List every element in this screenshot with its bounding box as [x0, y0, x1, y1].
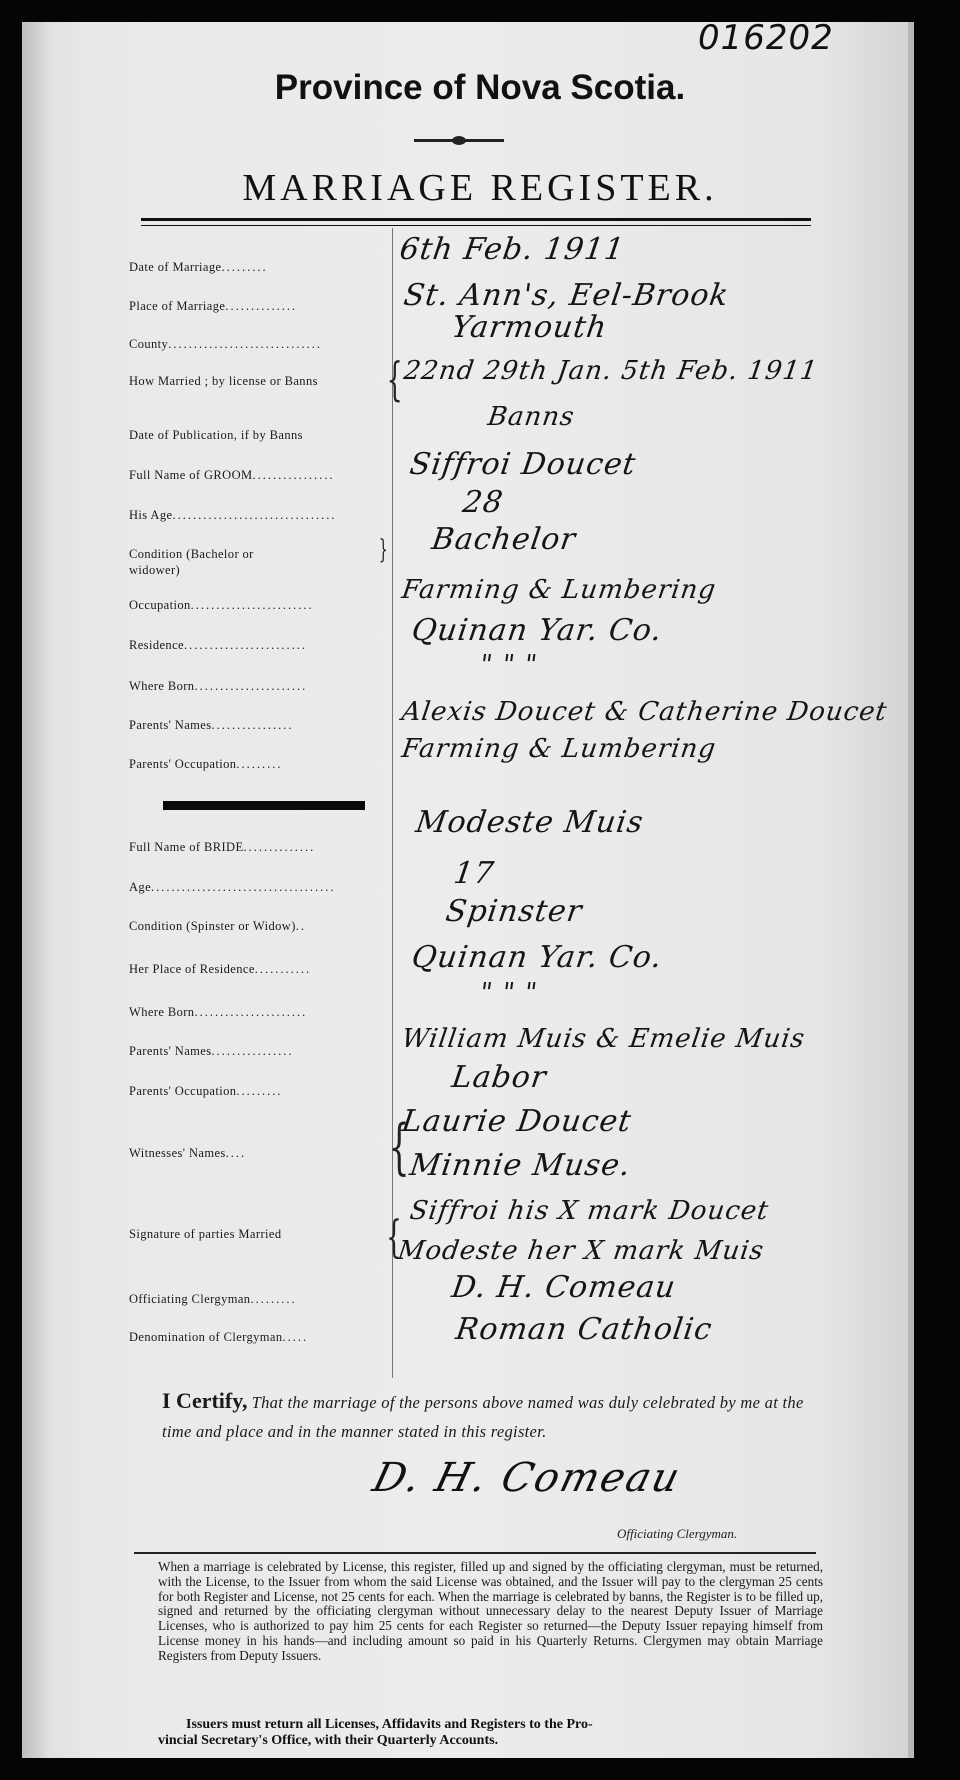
label-date-of-marriage: Date of Marriage.........: [129, 260, 268, 274]
label-officiating-clergyman: Officiating Clergyman.........: [129, 1292, 297, 1306]
label-bride-name: Full Name of BRIDE..............: [129, 840, 316, 854]
label-how-married: How Married ; by license or Banns: [129, 374, 318, 388]
certify-lead: I Certify,: [162, 1388, 248, 1413]
value-bride-signature: Modeste her X mark Muis: [395, 1236, 767, 1266]
value-date-of-marriage: 6th Feb. 1911: [397, 232, 628, 267]
label-county: County..............................: [129, 337, 322, 351]
value-groom-name: Siffroi Doucet: [407, 447, 639, 482]
label-bride-parents-occupation: Parents' Occupation.........: [129, 1084, 283, 1098]
label-witnesses: Witnesses' Names....: [129, 1146, 247, 1160]
value-bride-parents-occupation: Labor: [449, 1060, 549, 1095]
value-denomination: Roman Catholic: [453, 1312, 715, 1347]
ornament-divider: [414, 139, 504, 142]
certification-statement: [162, 1386, 822, 1446]
brace-condition: }: [378, 535, 388, 565]
label-residence: Residence........................: [129, 638, 307, 652]
value-groom-signature: Siffroi his X mark Doucet: [407, 1196, 771, 1226]
value-her-residence: Quinan Yar. Co.: [409, 940, 665, 975]
value-bride-age: 17: [451, 856, 497, 891]
value-bride-where-born: " " ": [477, 978, 540, 1008]
brace-how-married: {: [386, 352, 403, 406]
value-officiating-clergyman: D. H. Comeau: [449, 1270, 679, 1305]
title-rule-thin: [141, 225, 811, 226]
value-groom-parents-occupation: Farming & Lumbering: [399, 734, 719, 764]
province-heading: Province of Nova Scotia.: [274, 68, 686, 107]
value-occupation: Farming & Lumbering: [399, 575, 719, 605]
value-groom-parents-names: Alexis Doucet & Catherine Doucet: [399, 697, 890, 727]
register-title: MARRIAGE REGISTER.: [242, 167, 718, 209]
value-bride-name: Modeste Muis: [413, 805, 646, 840]
label-date-of-publication: Date of Publication, if by Banns: [129, 428, 303, 442]
label-his-age: His Age................................: [129, 508, 337, 522]
value-witness-2: Minnie Muse.: [407, 1148, 634, 1183]
label-denomination: Denomination of Clergyman.....: [129, 1330, 309, 1344]
value-groom-where-born: " " ": [477, 650, 540, 680]
document-number: 016202: [698, 18, 834, 58]
brace-witnesses: {: [388, 1112, 410, 1182]
paper-edge-shadow: [22, 22, 50, 1758]
issuers-line-1: Issuers must return all Licenses, Affidavits and Registers to the Pro-: [186, 1717, 593, 1732]
value-how-married: 22nd 29th Jan. 5th Feb. 1911: [401, 356, 820, 386]
label-her-residence: Her Place of Residence...........: [129, 962, 312, 976]
value-place-of-marriage: St. Ann's, Eel-Brook: [401, 278, 732, 313]
notice-rule: [134, 1552, 816, 1554]
value-residence: Quinan Yar. Co.: [409, 613, 665, 648]
label-groom-condition: Condition (Bachelor or widower): [129, 547, 254, 577]
label-bride-parents-names: Parents' Names................: [129, 1044, 294, 1058]
instructions-notice: When a marriage is celebrated by License, this register, filled up and signed by the officiating clergyman, must be returned, with the License, to the Issuer from whom the said License was obtained, and the Issuer will pay to the clergyman 25 cents for both Register and License, not 25 cents for each. When the marriage is celebrated by banns, the Register is to be filled up, signed and returned by the officiating clergyman without unnecessary delay to the nearest Deputy Issuer of Marriage Licenses, who is authorized to pay him 25 cents for each Register so returned—the Deputy Issuer repaying himself from License money in his hands—and including amount so paid in his Quarterly Returns. Clergymen may obtain Marriage Registers from Deputy Issuers.: [158, 1559, 823, 1663]
label-bride-age: Age....................................: [129, 880, 336, 894]
value-witness-1: Laurie Doucet: [399, 1104, 634, 1139]
label-bride-condition: Condition (Spinster or Widow)..: [129, 919, 307, 933]
label-occupation: Occupation........................: [129, 598, 314, 612]
value-bride-parents-names: William Muis & Emelie Muis: [399, 1024, 808, 1054]
value-county: Yarmouth: [449, 310, 610, 345]
clergyman-signature: D. H. Comeau: [368, 1455, 687, 1501]
signature-caption: Officiating Clergyman.: [617, 1526, 738, 1541]
issuers-line-2: vincial Secretary's Office, with their Quarterly Accounts.: [158, 1733, 499, 1748]
certify-text: That the marriage of the persons above named was duly celebrated by me at the time and place and in the manner stated in this register.: [162, 1393, 804, 1441]
label-bride-where-born: Where Born......................: [129, 1005, 308, 1019]
label-groom-name: Full Name of GROOM................: [129, 468, 335, 482]
groom-bride-separator: [163, 801, 365, 810]
label-groom-where-born: Where Born......................: [129, 679, 308, 693]
title-rule-thick: [141, 218, 811, 221]
issuers-notice: [158, 1717, 818, 1749]
label-groom-parents-names: Parents' Names................: [129, 718, 294, 732]
label-place-of-marriage: Place of Marriage..............: [129, 299, 298, 313]
label-groom-parents-occupation: Parents' Occupation.........: [129, 757, 283, 771]
value-his-age: 28: [460, 485, 506, 520]
label-signature-of-parties: Signature of parties Married: [129, 1227, 282, 1241]
value-bride-condition: Spinster: [443, 894, 585, 929]
brace-signatures: {: [386, 1212, 402, 1263]
value-groom-condition: Bachelor: [429, 522, 579, 557]
value-date-of-publication: Banns: [485, 402, 577, 432]
